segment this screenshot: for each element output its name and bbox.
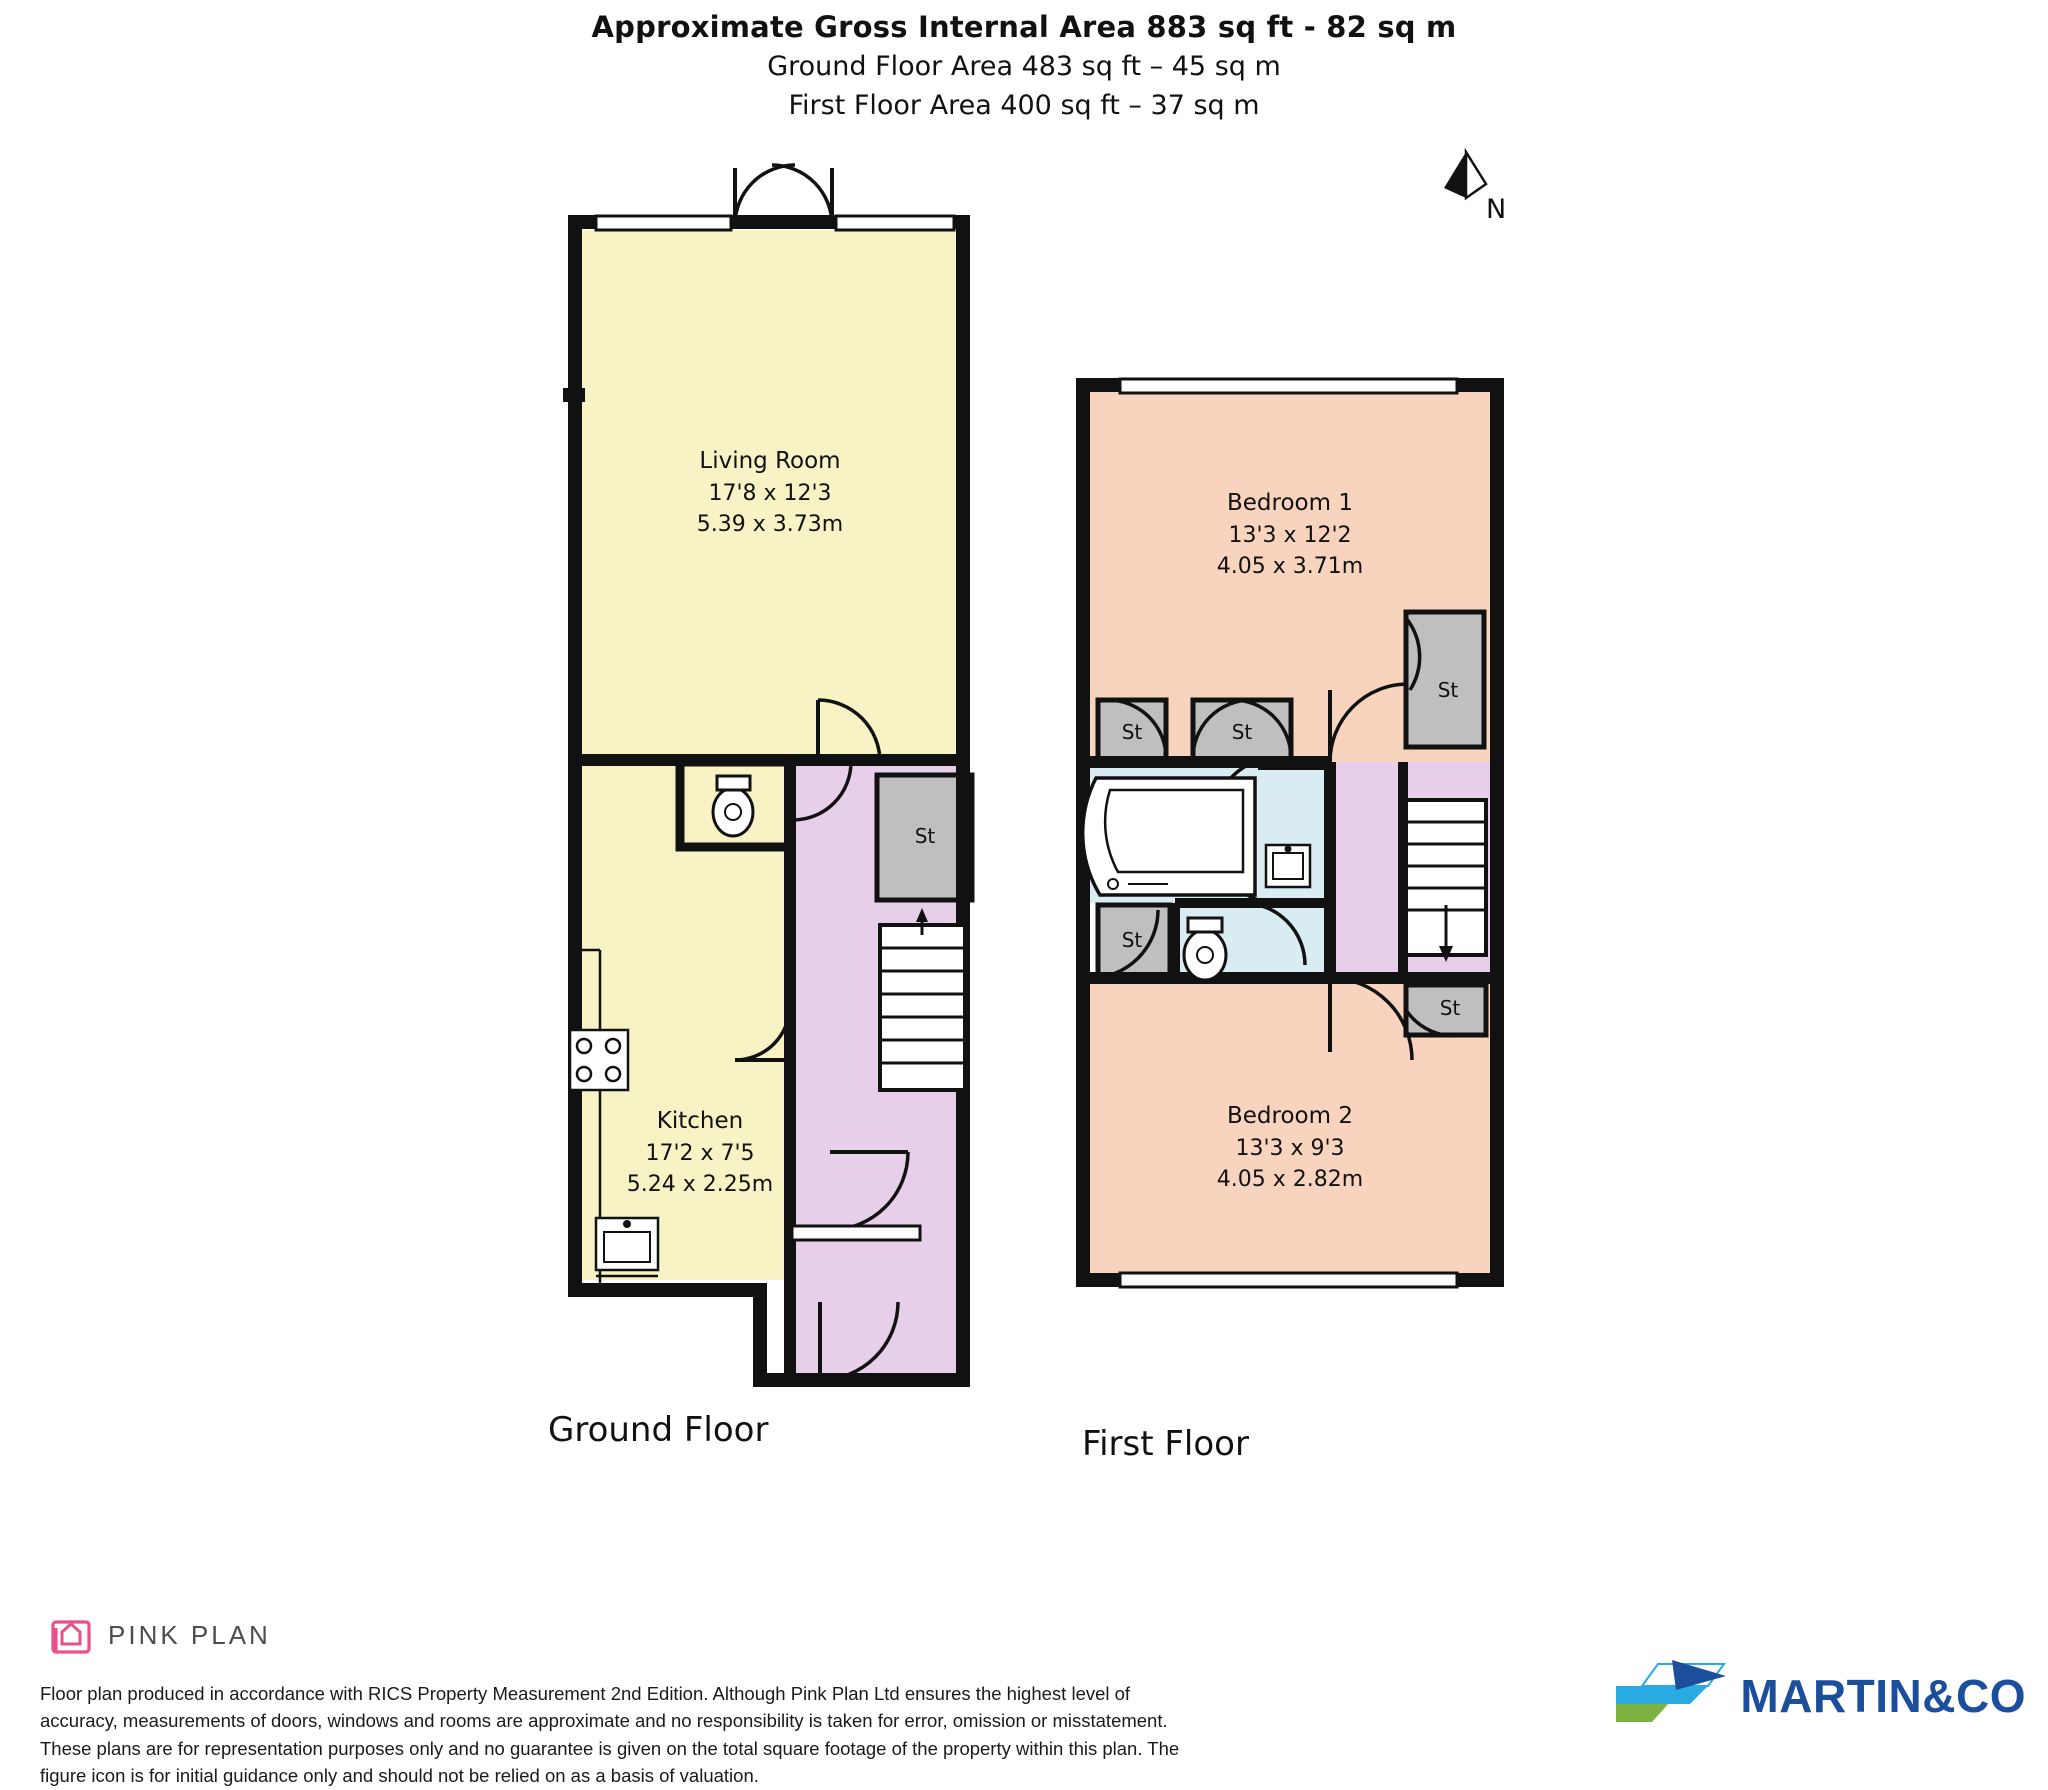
- kitchen-dim-metric: 5.24 x 2.25m: [626, 1171, 774, 1197]
- kitchen-dim-imperial: 17'2 x 7'5: [645, 1140, 755, 1166]
- plan-footer: [0, 1570, 2048, 1787]
- ground-floor-caption: Ground Floor: [548, 1410, 769, 1450]
- storage-label-first-5: St: [1439, 996, 1461, 1020]
- bathtub-icon: [1083, 778, 1255, 895]
- bedroom2-name: Bedroom 2: [1227, 1103, 1353, 1129]
- first-floor-area-text: First Floor Area 400 sq ft – 37 sq m: [788, 90, 1260, 122]
- porch-fill: [790, 1280, 965, 1380]
- pink-plan-label: PINK PLAN: [108, 1619, 271, 1650]
- window-bedroom1: [1120, 379, 1457, 393]
- storage-label-ground: St: [914, 824, 936, 848]
- kitchen-name: Kitchen: [656, 1108, 744, 1134]
- window-living-front-left: [596, 216, 731, 230]
- window-living-front-right: [836, 216, 954, 230]
- washbasin-icon: [1266, 845, 1310, 887]
- room-label-living-room: [660, 445, 880, 540]
- window-bedroom2: [1120, 1273, 1457, 1287]
- gross-internal-area-title: Approximate Gross Internal Area 883 sq ft - 82 sq m: [591, 10, 1457, 44]
- bedroom1-name: Bedroom 1: [1227, 490, 1353, 516]
- compass-north-label: N: [1486, 194, 1507, 225]
- storage-label-first-2: St: [1231, 720, 1253, 744]
- living-room-name: Living Room: [699, 448, 841, 474]
- ground-staircase: [880, 908, 965, 1090]
- living-room-dim-imperial: 17'8 x 12'3: [708, 480, 832, 506]
- bedroom1-dim-imperial: 13'3 x 12'2: [1228, 522, 1352, 548]
- pink-plan-house-icon: [48, 1610, 94, 1660]
- first-floor-caption: First Floor: [1082, 1424, 1249, 1464]
- bedroom2-dim-metric: 4.05 x 2.82m: [1216, 1166, 1364, 1192]
- martin-and-co-arrow-logo: [1612, 1656, 1730, 1736]
- bedroom2-dim-imperial: 13'3 x 9'3: [1235, 1135, 1345, 1161]
- room-label-kitchen: [590, 1105, 810, 1200]
- first-staircase: [1406, 800, 1486, 962]
- room-label-bedroom-1: [1170, 487, 1410, 582]
- storage-label-first-1: St: [1121, 720, 1143, 744]
- room-label-bedroom-2: [1170, 1100, 1410, 1195]
- disclaimer-text: Floor plan produced in accordance with RICS Property Measurement 2nd Edition. Although Pink Plan Ltd ensures the highest level of accuracy, measurements of doors, windows and rooms are approximate and no responsibility is taken for error, omission or misstatement. These plans are for representation purposes only and no guarantee is given on the total square footage of the property within this plan. The figure icon is for initial guidance only and should not be relied on as a basis of valuation.: [40, 1683, 1180, 1787]
- wc-toilet-icon: [713, 776, 753, 836]
- pink-plan-brand: [48, 1610, 271, 1660]
- martin-and-co-text: MARTIN&CO: [1740, 1670, 2026, 1722]
- living-room-dim-metric: 5.39 x 3.73m: [696, 511, 844, 537]
- ground-floor-area-text: Ground Floor Area 483 sq ft – 45 sq m: [767, 51, 1281, 83]
- window-kitchen-rear: [792, 1226, 920, 1240]
- storage-label-first-3: St: [1437, 678, 1459, 702]
- storage-label-first-4: St: [1121, 928, 1143, 952]
- toilet-icon-first: [1184, 918, 1226, 980]
- martin-and-co-logo: [1612, 1656, 2026, 1736]
- bedroom1-dim-metric: 4.05 x 3.71m: [1216, 553, 1364, 579]
- hob-icon: [570, 1030, 628, 1090]
